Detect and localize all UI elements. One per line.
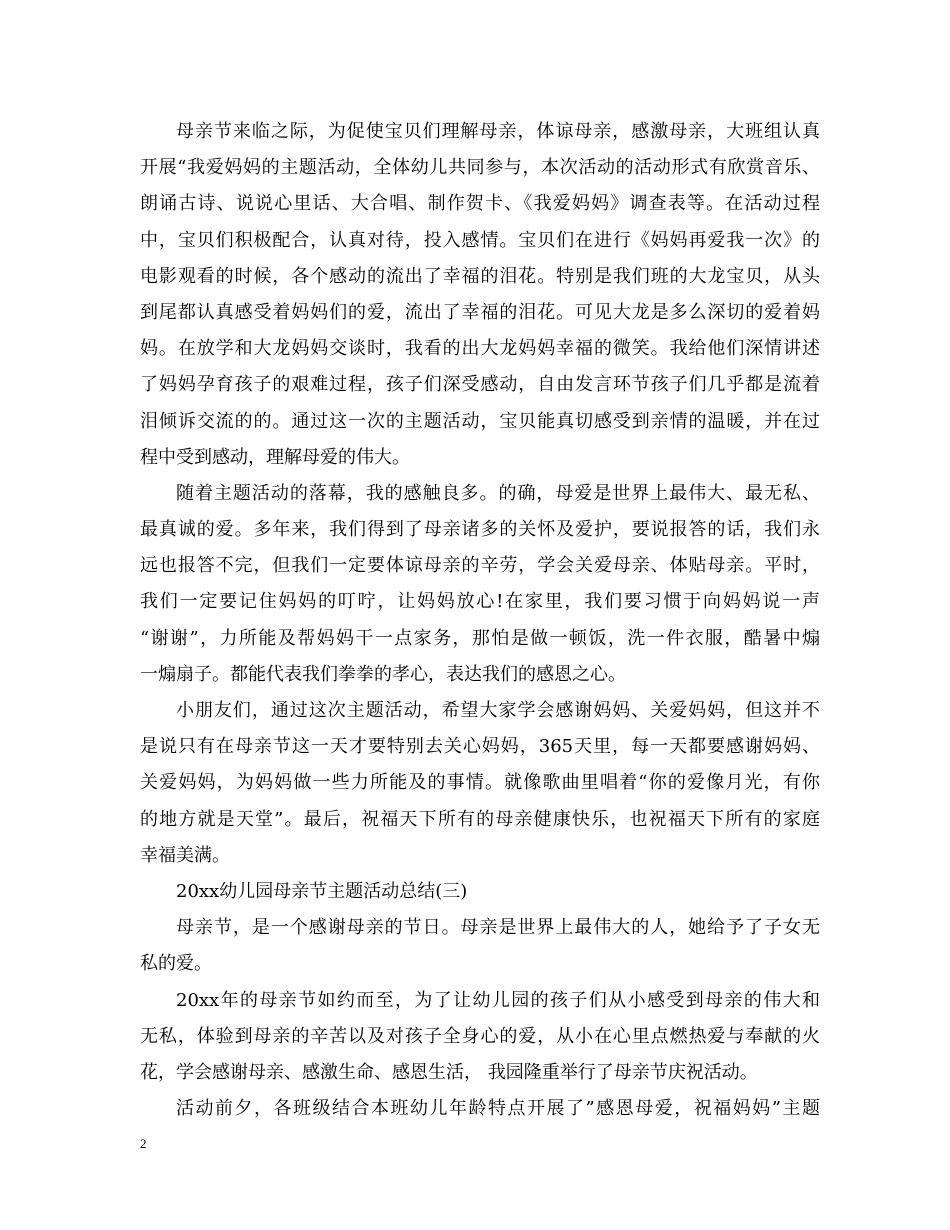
text-line: 中，宝贝们积极配合，认真对待，投入感情。宝贝们在进行《妈妈再爱我一次》的 — [140, 229, 820, 251]
text-line: 一煽扇子。都能代表我们拳拳的孝心，表达我们的感恩之心。 — [140, 663, 626, 685]
text-line: 20xx年的母亲节如约而至，为了让幼儿园的孩子们从小感受到母亲的伟大和 — [176, 989, 820, 1011]
text-line: 到尾都认真感受着妈妈们的爱，流出了幸福的泪花。可见大龙是多么深切的爱着妈 — [140, 301, 820, 323]
text-line: 幸福美满。 — [140, 844, 230, 866]
text-line: 随着主题活动的落幕，我的感触良多。的确，母爱是世界上最伟大、最无私、 — [176, 482, 820, 504]
text-line: 远也报答不完，但我们一定要体谅母亲的辛劳，学会关爱母亲、体贴母亲。平时， — [140, 555, 820, 577]
text-line: 是说只有在母亲节这一天才要特别去关心妈妈，365天里，每一天都要感谢妈妈、 — [140, 736, 820, 758]
page-number: 2 — [140, 1136, 147, 1151]
document-body — [140, 114, 820, 1127]
text-line: 花，学会感谢母亲、感激生命、感恩生活， 我园隆重举行了母亲节庆祝活动。 — [140, 1061, 758, 1083]
text-line: 泪倾诉交流的的。通过这一次的主题活动，宝贝能真切感受到亲情的温暖，并在过 — [140, 410, 820, 432]
text-line: 程中受到感动，理解母爱的伟大。 — [140, 446, 410, 468]
text-line: 母亲节，是一个感谢母亲的节日。母亲是世界上最伟大的人，她给予了子女无 — [176, 917, 820, 939]
text-line: 活动前夕，各班级结合本班幼儿年龄特点开展了”感恩母爱，祝福妈妈”主题 — [176, 1098, 820, 1120]
text-line: 关爱妈妈，为妈妈做一些力所能及的事情。就像歌曲里唱着“你的爱像月光，有你 — [140, 772, 820, 794]
text-line: 私的爱。 — [140, 953, 212, 975]
text-line: 开展“我爱妈妈的主题活动，全体幼儿共同参与，本次活动的活动形式有欣赏音乐、 — [140, 157, 820, 179]
text-line: 妈。在放学和大龙妈妈交谈时，我看的出大龙妈妈幸福的微笑。我给他们深情讲述 — [140, 338, 820, 360]
text-line: 的地方就是天堂”。最后，祝福天下所有的母亲健康快乐，也祝福天下所有的家庭 — [140, 808, 820, 830]
section-heading: 20xx幼儿园母亲节主题活动总结(三) — [176, 880, 468, 902]
text-line: 母亲节来临之际，为促使宝贝们理解母亲，体谅母亲，感激母亲，大班组认真 — [176, 121, 820, 142]
text-line: “谢谢”，力所能及帮妈妈干一点家务，那怕是做一顿饭，洗一件衣服，酷暑中煽 — [140, 627, 820, 649]
text-line: 我们一定要记住妈妈的叮咛，让妈妈放心!在家里，我们要习惯于向妈妈说一声 — [140, 591, 820, 613]
text-line: 无私，体验到母亲的辛苦以及对孩子全身心的爱，从小在心里点燃热爱与奉献的火 — [140, 1025, 820, 1047]
text-line: 电影观看的时候，各个感动的流出了幸福的泪花。特别是我们班的大龙宝贝，从头 — [140, 265, 820, 287]
text-line: 了妈妈孕育孩子的艰难过程，孩子们深受感动，自由发言环节孩子们几乎都是流着 — [140, 374, 820, 396]
text-line: 小朋友们，通过这次主题活动，希望大家学会感谢妈妈、关爱妈妈，但这并不 — [176, 700, 820, 721]
text-line: 最真诚的爱。多年来，我们得到了母亲诸多的关怀及爱护，要说报答的话，我们永 — [140, 519, 820, 541]
text-line: 朗诵古诗、说说心里话、大合唱、制作贺卡、《我爱妈妈》调查表等。在活动过程 — [140, 193, 820, 215]
